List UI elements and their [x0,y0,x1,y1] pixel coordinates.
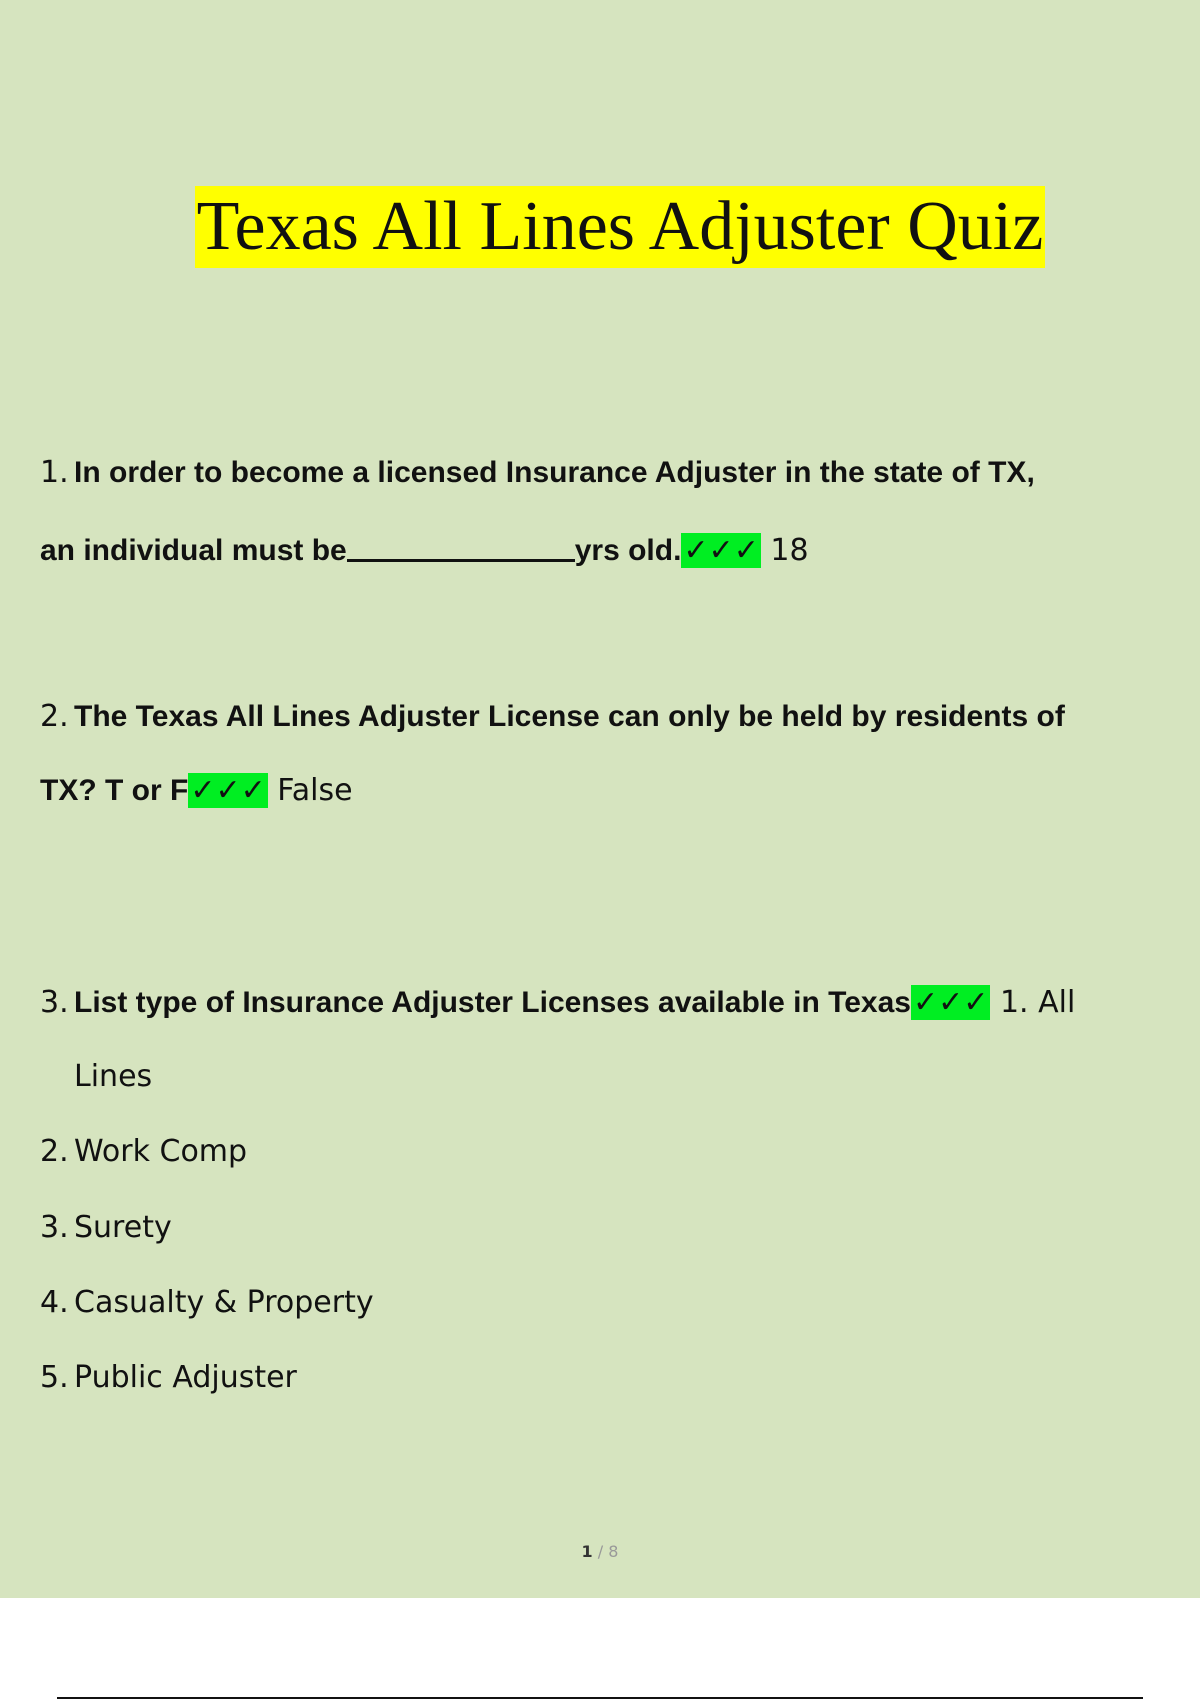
answer-list-number: 3. [40,1210,69,1245]
answer-list-text: Public Adjuster [74,1360,297,1395]
question-1-line-2 [40,529,809,571]
question-2-text: The Texas All Lines Adjuster License can only be held by residents of [74,700,1065,733]
answer-list-item [40,1208,172,1248]
next-page-top-rule [57,1697,1143,1699]
answer-list-item [40,1283,374,1323]
title-container [0,186,1200,268]
question-3-line-2 [74,1057,152,1097]
check-mark-icon: ✓✓✓ [683,533,759,568]
question-2-text-continued: TX? T or F [40,774,189,807]
question-3-answer-start: 1. All [999,985,1076,1020]
answer-list-item [40,1132,247,1172]
answer-list-number: 4. [40,1285,69,1320]
answer-list-text: Casualty & Property [74,1285,374,1320]
question-2-line-1 [40,697,1065,737]
question-1-answer: 18 [770,533,809,568]
answer-list-number: 2. [40,1134,69,1169]
question-3-answer-continued: Lines [74,1059,153,1094]
question-3-text: List type of Insurance Adjuster Licenses available in Texas [74,986,911,1019]
answer-list-text: Surety [74,1210,172,1245]
question-3-number: 3. [40,985,69,1020]
current-page: 1 [581,1542,593,1561]
answer-list-number: 5. [40,1360,69,1395]
answer-list-text: Work Comp [74,1134,248,1169]
check-mark-icon: ✓✓✓ [190,773,266,808]
question-1-line-1 [40,453,1035,493]
answer-blank [347,529,575,562]
question-1-text-end: yrs old. [574,534,682,567]
page-number [0,1542,1200,1561]
question-1-text: In order to become a licensed Insurance Adjuster in the state of TX, [74,456,1035,489]
document-title: Texas All Lines Adjuster Quiz [195,186,1046,268]
question-1-number: 1. [40,455,69,490]
page-separator: / [597,1542,604,1561]
question-1-text-continued: an individual must be [40,534,347,567]
question-2-line-2 [40,771,353,811]
answer-list-item [40,1358,297,1398]
question-3-line-1 [40,983,1075,1023]
total-pages: 8 [608,1542,619,1561]
check-mark-icon: ✓✓✓ [912,985,989,1020]
question-2-number: 2. [40,699,69,734]
question-2-answer: False [277,773,353,808]
